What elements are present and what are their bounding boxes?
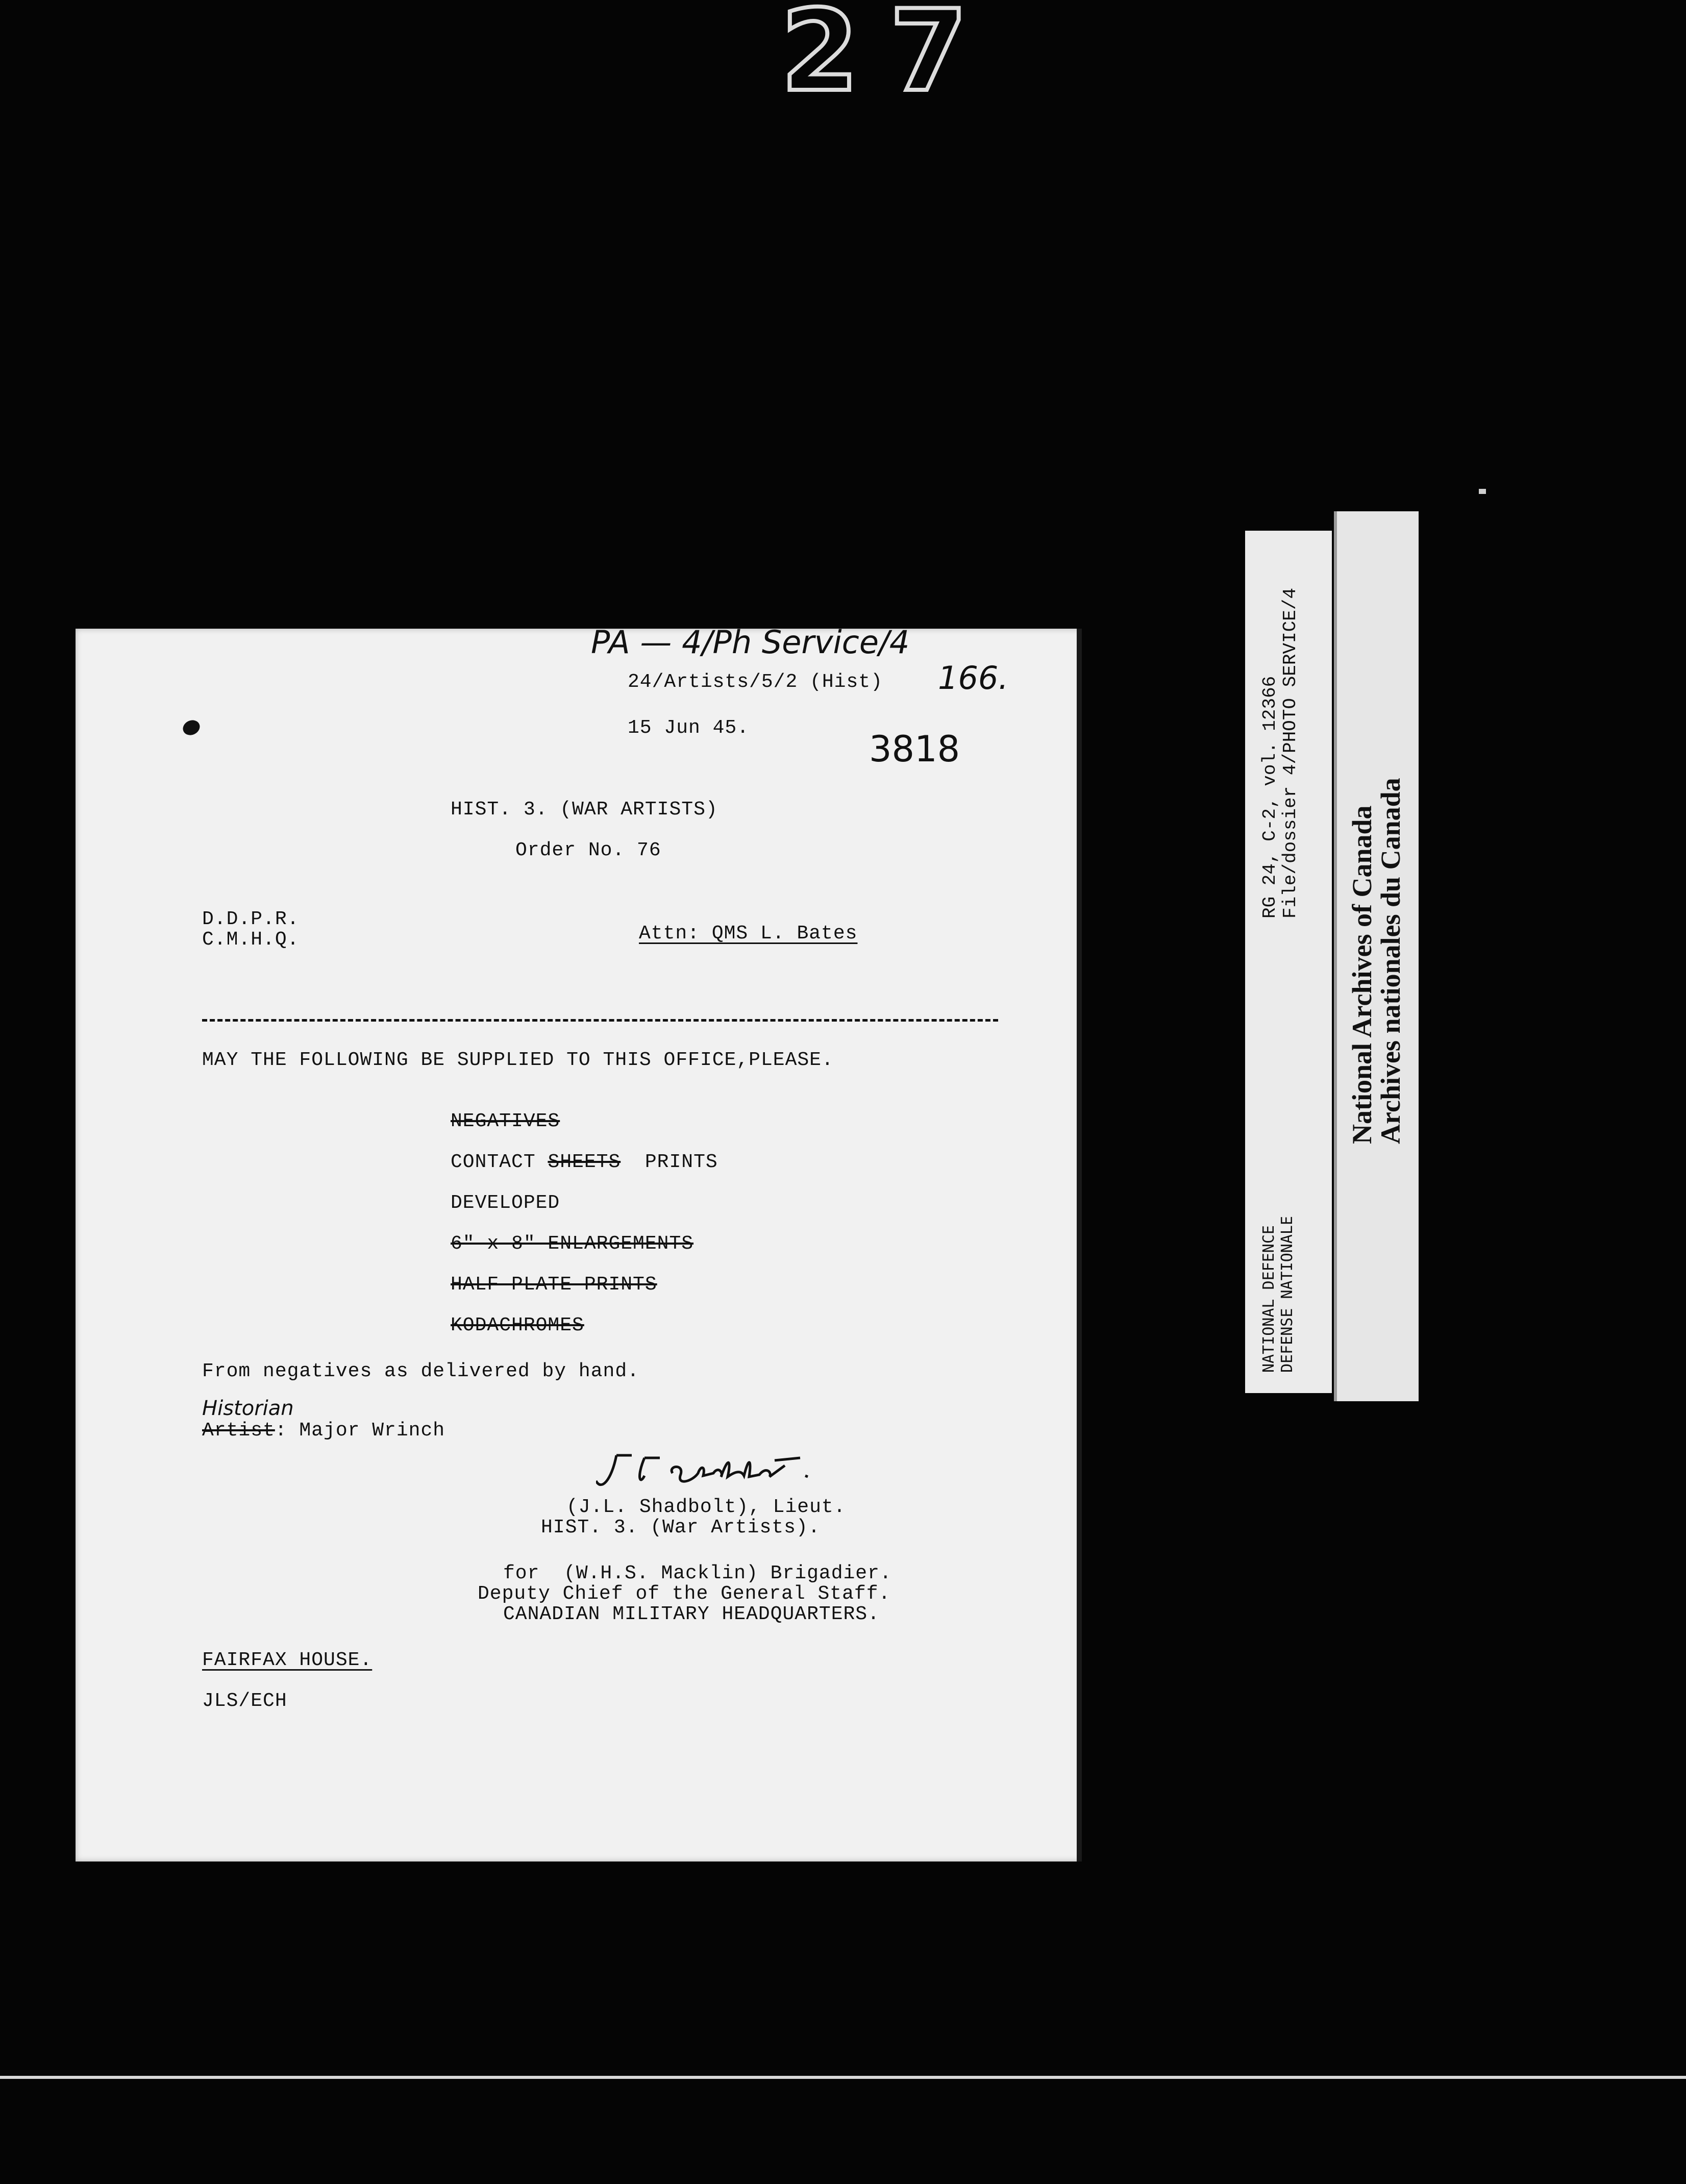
archives-name-french: Archives nationales du Canada (1375, 778, 1406, 1144)
for-line-3: CANADIAN MILITARY HEADQUARTERS. (503, 1603, 880, 1625)
location: FAIRFAX HOUSE. (202, 1649, 373, 1671)
from-negatives-line: From negatives as delivered by hand. (202, 1360, 639, 1382)
item-half-plate: HALF-PLATE-PRINTS (451, 1274, 657, 1296)
attention-line: Attn: QMS L. Bates (639, 923, 858, 945)
request-line: MAY THE FOLLOWING BE SUPPLIED TO THIS OFFICE,PLEASE. (202, 1049, 834, 1071)
handwritten-number: 3818 (869, 728, 960, 770)
signatory-name: (J.L. Shadbolt), Lieut. (566, 1496, 846, 1518)
item-developed: DEVELOPED (451, 1192, 560, 1214)
handwritten-reference: PA — 4/Ph Service/4 (591, 624, 910, 661)
contact-suffix: PRINTS (621, 1151, 718, 1173)
handwritten-historian: Historian (202, 1397, 294, 1420)
separator-line (202, 1019, 998, 1022)
file-reference: 24/Artists/5/2 (Hist) (628, 671, 883, 693)
frame-number: 27 (781, 0, 999, 116)
reference-line-2: File/dossier 4/PHOTO SERVICE/4 (1280, 587, 1301, 919)
archives-name-english: National Archives of Canada (1347, 805, 1377, 1144)
film-speck (1479, 489, 1486, 494)
signatory-unit: HIST. 3. (War Artists). (541, 1517, 821, 1538)
recipient-line-2: C.M.H.Q. (202, 929, 300, 951)
item-kodachromes: KODACHROMES (451, 1314, 584, 1336)
handwritten-signature (596, 1445, 902, 1496)
order-number: Order No. 76 (515, 839, 661, 861)
film-edge-line (0, 2076, 1686, 2079)
for-line-1: for (W.H.S. Macklin) Brigadier. (503, 1562, 892, 1584)
for-line-2: Deputy Chief of the General Staff. (478, 1583, 891, 1605)
artist-name: : Major Wrinch (275, 1420, 445, 1442)
national-archives-label (1337, 511, 1419, 1401)
department-line-1: NATIONAL DEFENCE (1260, 1225, 1278, 1373)
document-date: 15 Jun 45. (628, 717, 750, 739)
page-edge (1077, 629, 1082, 1862)
archive-reference-label (1245, 531, 1332, 1393)
department-line-2: DEFENSE NATIONALE (1278, 1215, 1296, 1373)
document-heading: HIST. 3. (WAR ARTISTS) (451, 799, 718, 821)
contact-prefix: CONTACT (451, 1151, 548, 1173)
document-page (76, 624, 1082, 1862)
punch-hole (181, 717, 203, 738)
signature-drawing (596, 1445, 902, 1496)
item-negatives: NEGATIVES (451, 1110, 560, 1132)
recipient-line-1: D.D.P.R. (202, 908, 300, 930)
reference-line-1: RG 24, C-2, vol. 12366 (1259, 676, 1280, 919)
artist-line (202, 1421, 445, 1441)
contact-struck-sheets: SHEETS (548, 1151, 621, 1173)
item-contact-prints (451, 1152, 718, 1173)
initials: JLS/ECH (202, 1690, 287, 1712)
artist-struck: Artist (202, 1420, 275, 1442)
item-enlargements: 6" x 8" ENLARGEMENTS (451, 1233, 694, 1255)
handwritten-page-number: 166. (938, 659, 1009, 697)
